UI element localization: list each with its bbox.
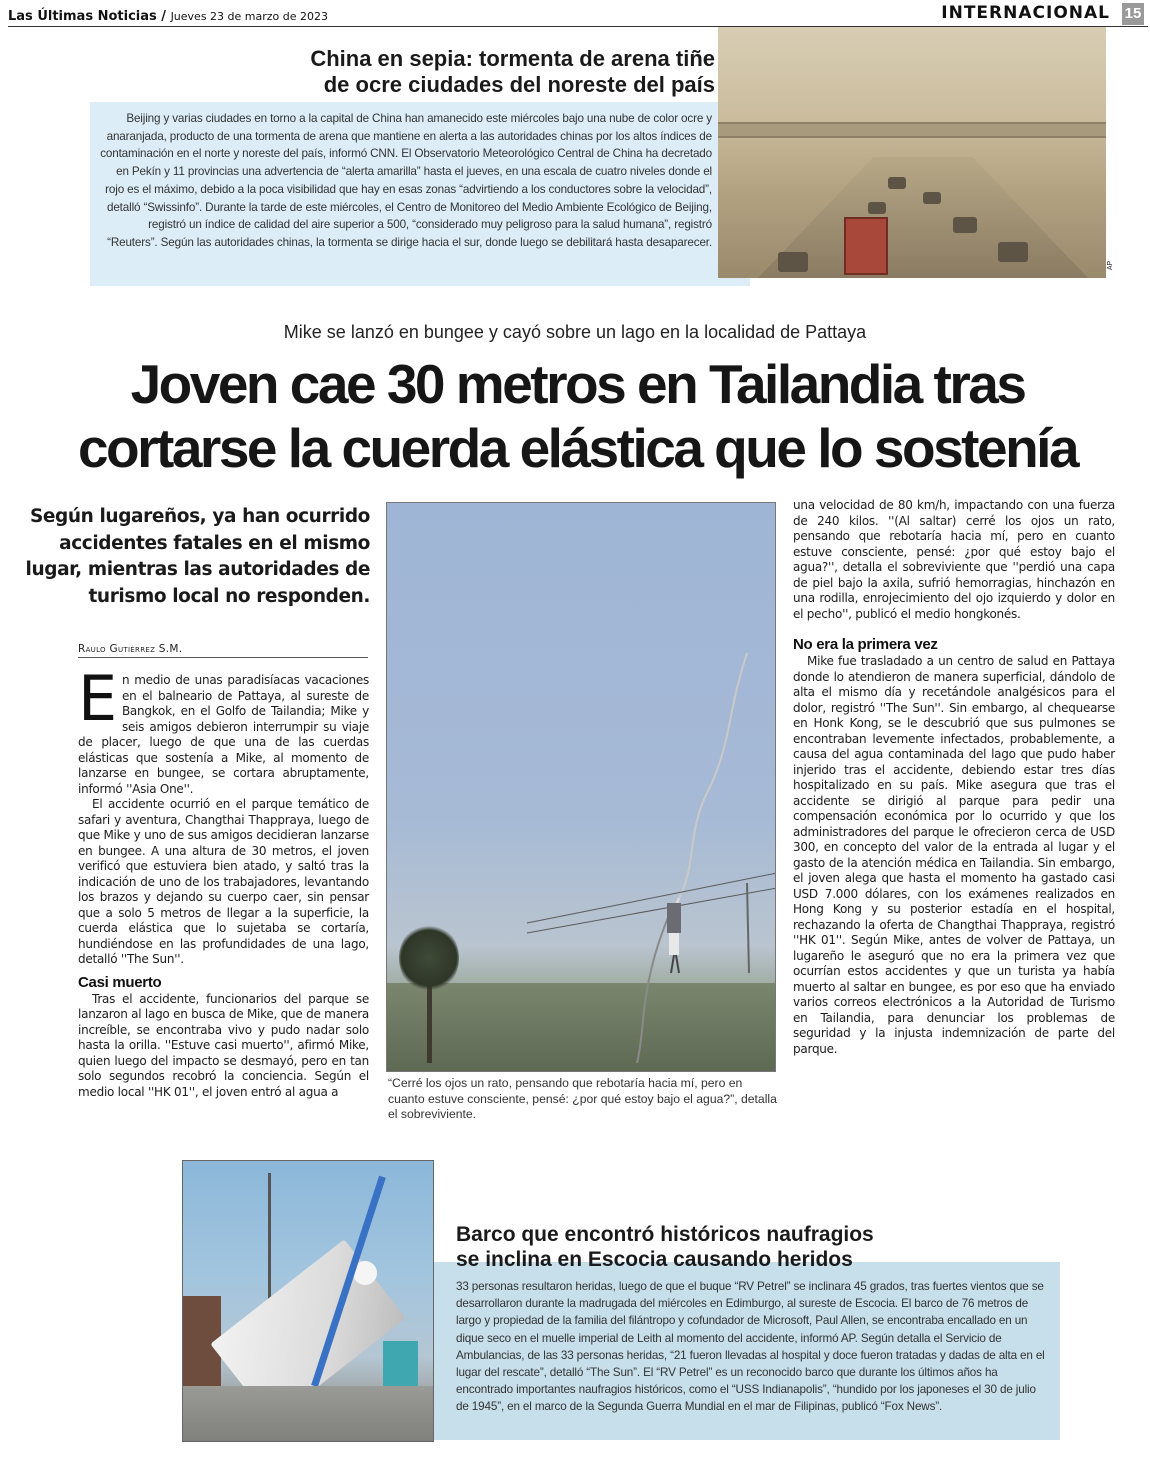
china-story-title — [120, 46, 715, 98]
page-header — [8, 5, 1148, 27]
car — [868, 202, 886, 214]
china-title-line-2: de ocre ciudades del noreste del país — [323, 72, 715, 97]
car — [998, 242, 1028, 262]
drop-cap: E — [78, 662, 117, 735]
article-column-right — [793, 498, 1115, 1057]
byline: Raulo Gutiérrez S.M. — [78, 643, 368, 658]
article-paragraph: Tras el accidente, funcionarios del parque se lanzaron al lago en busca de Mike, que de manera increíble, se encontraba vivo y pudo nadar solo hasta la orilla. ''Estuve casi muerto'', afirmó Mike, quien luego del impacto se desmayó, pero en tan solo segundos recobró la conciencia. Según el medio local ''HK 01'', el joven entró al agua a — [78, 991, 369, 1099]
section-name: INTERNACIONAL — [941, 3, 1110, 23]
photo-credit: AP — [1107, 260, 1115, 271]
ship-story-body: 33 personas resultaron heridas, luego de que el buque “RV Petrel” se inclinara 45 grados, tras fuertes vientos que se desarrollaron durante la madrugada del miércoles en Edimburgo, al sureste de Escocia. El barco de 76 metros de largo y propiedad de la familia del filántropo y cofundador de Microsoft, Paul Allen, se encontraba encallado en un dique seco en el muelle imperial de Leith al momento del accidente, informó AP. Según detalla el Servicio de Ambulancias, de las 33 personas heridas, “21 fueron llevadas al hospital y doce fueron tratadas y dadas de alta en el lugar del rescate”, detalló “The Sun”. El “RV Petrel” es un reconocido barco que durante los últimos años ha encontrado importantes naufragios históricos, como el “USS Indianapolis”, “hundido por los japoneses el 30 de julio de 1945”, en el marco de la Segunda Guerra Mundial en el mar de Filipinas, publicó “Fox News”. — [456, 1280, 1045, 1414]
pedestrian-bridge — [718, 122, 1106, 138]
article-paragraph — [78, 662, 369, 797]
paragraph-text: n medio de unas paradisíacas vacaciones en el balneario de Pattaya, al sureste de Bangkok, en el Golfo de Tailandia; Mike y seis amigos debieron interrumpir su viaje de placer, luego de que una de las cuerdas elásticas que sostenía a Mike, al momento de lanzarse en bungee, se cortara abruptamente, informó ''Asia One''. — [78, 673, 369, 796]
publication-date: Jueves 23 de marzo de 2023 — [170, 10, 329, 23]
header-separator: / — [156, 9, 171, 24]
ship-title-line-2: se inclina en Escocia causando heridos — [456, 1248, 853, 1271]
main-story-headline — [20, 352, 1135, 480]
page-number: 15 — [1122, 3, 1144, 25]
article-paragraph: Mike fue trasladado a un centro de salud en Pattaya donde lo atendieron de manera superficial, dándolo de alta el mismo día y recetándole analgésicos para el dolor, registró ''The Sun''. Sin embargo, al chequearse en Honk Kong, se le descubrió que sus pulmones se encontraban levemente infectados, probablemente, a causa del agua contaminada del lago que pudo haber injerido tras el accidente, debiendo estar tres días hospitalizado en su país. Mike asegura que tras el accidente se dirigió al parque para pedir una compensación económica por lo ocurrido y que los administradores del parque le ofrecieron cerca de USD 300, en concepto del valor de la entrada al lugar y el gasto de la atención médica en Tailandia. Sin embargo, el joven alega que hasta el momento ha gastado casi USD 7.000 dólares, con los exámenes realizados en Hong Kong y su posterior estadía en el hospital, rechazando la oferta de Changthai Thappraya, registró ''HK 01''. Según Mike, antes de volver de Pattaya, un lugareño le aseguró que no era la primera vez que ocurrían estos accidentes y que un turista ya había muerto al saltar en bungee, es por eso que ha enviado varios correos electrónicos a la Autoridad de Turismo en Tailandia, para denunciar los problemas de seguridad y la injusta indemnización de parte del parque. — [793, 654, 1115, 1056]
red-bus — [844, 217, 888, 275]
headline-line-1: Joven cae 30 metros en Tailandia tras — [130, 353, 1025, 415]
china-story-body: Beijing y varias ciudades en torno a la capital de China han amanecido este miércoles bajo una nube de color ocre y anaranjada, producto de una tormenta de arena que mantiene en alerta a las autoridades chinas por los altos índices de contaminación en el norte y noreste del país, informó CNN. El Observatorio Meteorológico Central de China ha decretado en Pekín y 11 provincias una advertencia de “alerta amarilla” hasta el jueves, en una escala de cuatro niveles donde el rojo es el máximo, debido a la poca visibilidad que hay en esas zonas “advirtiendo a los conductores sobre la velocidad”, detalló “Swissinfo”. Durante la tarde de este miércoles, el Centro de Monitoreo del Medio Ambiente Ecológico de Beijing, registró un índice de calidad del aire superior a 500, “considerado muy peligroso para la salud humana”, registró “Reuters”. Según las autoridades chinas, la tormenta se dirige hacia el sur, donde luego se debilitará hasta desaparecer. — [100, 112, 712, 249]
subhead-no-era-la-primera-vez: No era la primera vez — [793, 636, 938, 653]
car — [888, 177, 906, 189]
article-paragraph: una velocidad de 80 km/h, impactando con una fuerza de 240 kilos. ''(Al saltar) cerré los ojos un rato, pensando que rebotaría hacia mí, pero en cuanto estuve consciente, pensé: ¿por qué estoy bajo el agua?'', detalla el sobreviviente que ''perdió una capa de piel bajo la axila, sufrió hemorragias, hinchazón en una rodilla, enrojecimiento del ojo izquierdo y dolor en el pecho'', publicó el medio hongkonés. — [793, 498, 1115, 621]
main-story-deck: Según lugareños, ya han ocurrido accidentes fatales en el mismo lugar, mientras las autoridades de turismo local no responden. — [25, 506, 370, 607]
bungee-cord-illustration — [387, 503, 776, 1072]
publication-name: Las Últimas Noticias — [8, 9, 157, 24]
article-column-left — [78, 662, 369, 1100]
photo-caption: “Cerré los ojos un rato, pensando que rebotaría hacia mí, pero en cuanto estuve consciente, pensé: ¿por qué estoy bajo el agua?”, detalla el sobreviviente. — [388, 1076, 777, 1121]
main-story-kicker: Mike se lanzó en bungee y cayó sobre un lago en la localidad de Pattaya — [283, 322, 867, 342]
car — [953, 217, 977, 233]
car — [778, 252, 808, 272]
ship-story-title — [456, 1222, 1056, 1272]
china-sandstorm-photo — [718, 27, 1106, 278]
ship-title-line-1: Barco que encontró históricos naufragios — [456, 1223, 874, 1246]
bungee-photo — [386, 502, 776, 872]
article-paragraph: El accidente ocurrió en el parque temático de safari y aventura, Changthai Thappraya, luego de que Mike y uno de sus amigos decidieran lanzarse en bungee. A una altura de 30 metros, el joven verificó que estuviera bien atado, y saltó tras la indicación de uno de los trabajadores, levantando los brazos y dejando su cuerpo caer, sin pensar que a solo 5 metros de llegar a la superficie, la cuerda elástica que lo sujetaba se cortaría, hundiéndose en las profundidades de una lago, detalló ''The Sun''. — [78, 797, 369, 966]
teal-building — [383, 1341, 418, 1391]
dock-road — [183, 1386, 434, 1442]
photo-frame — [386, 502, 776, 1072]
subhead-casi-muerto: Casi muerto — [78, 973, 162, 991]
publication-line — [8, 9, 328, 24]
china-title-line-1: China en sepia: tormenta de arena tiñe — [310, 46, 715, 71]
car — [923, 192, 941, 204]
ship-photo — [182, 1160, 434, 1442]
headline-line-2: cortarse la cuerda elástica que lo sostenía — [77, 417, 1078, 479]
